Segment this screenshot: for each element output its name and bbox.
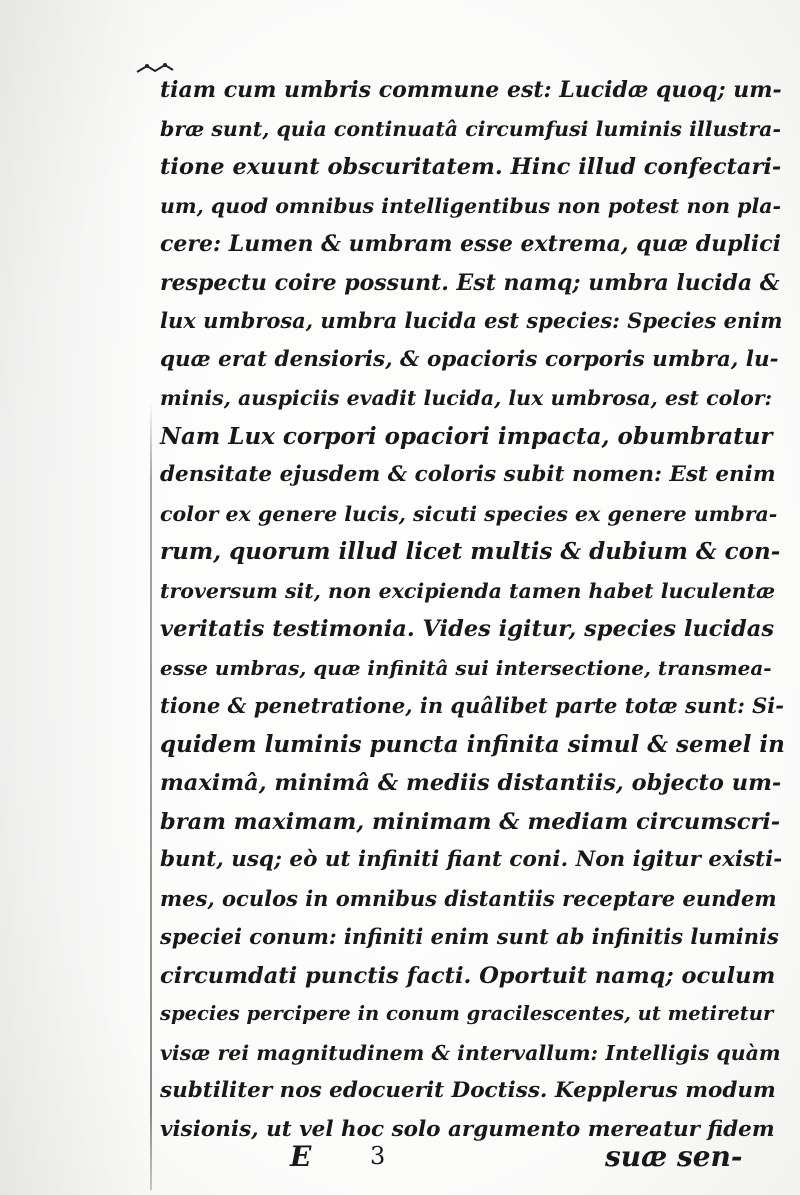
scan-gutter-shadow (0, 0, 150, 1195)
text-line: subtiliter nos edocuerit Doctiss. Kepplerus modum (160, 1078, 776, 1103)
text-line: respectu coire possunt. Est namq; umbra lucida & (160, 269, 780, 296)
text-line: cere: Lumen & umbram esse extrema, quæ duplici (160, 231, 782, 257)
catchword: suæ sen- (605, 1140, 743, 1173)
text-line: mes, oculos in omnibus distantiis receptare eundem (160, 885, 777, 911)
text-line: visionis, ut vel hoc solo argumento mereatur fidem (160, 1116, 775, 1142)
text-line: quæ erat densioris, & opacioris corporis umbra, lu- (160, 346, 779, 372)
text-line: esse umbras, quæ infinitâ sui intersectione, transmea- (160, 655, 772, 680)
signature-mark: E (290, 1140, 312, 1173)
text-line: tione & penetratione, in quâlibet parte totæ sunt: Si- (160, 693, 784, 718)
text-line: veritatis testimonia. Vides igitur, species lucidas (160, 616, 775, 642)
margin-rule (150, 400, 152, 1190)
text-line: quidem luminis puncta infinita simul & semel in (160, 730, 785, 758)
text-line: maximâ, minimâ & mediis distantiis, objecto um- (160, 770, 782, 796)
text-line: color ex genere lucis, sicuti species ex genere umbra- (160, 501, 778, 526)
text-line: lux umbrosa, umbra lucida est species: Species enim (160, 308, 783, 333)
text-line: bunt, usq; eò ut infiniti fiant coni. Non igitur existi- (160, 847, 783, 872)
text-line: densitate ejusdem & coloris subit nomen: Est enim (160, 462, 776, 487)
text-line: tione exuunt obscuritatem. Hinc illud confectari- (160, 154, 782, 180)
text-line: bræ sunt, quia continuatâ circumfusi luminis illustra- (160, 116, 781, 141)
text-line: speciei conum: infiniti enim sunt ab infinitis luminis (160, 924, 779, 949)
text-line: visæ rei magnitudinem & intervallum: Intelligis quàm (160, 1040, 781, 1065)
text-line: rum, quorum illud licet multis & dubium & con- (160, 538, 781, 565)
signature-number: 3 (370, 1142, 386, 1170)
text-line: circumdati punctis facti. Oportuit namq; oculum (160, 962, 776, 989)
text-line: tiam cum umbris commune est: Lucidæ quoq; um- (160, 77, 782, 103)
text-line: Nam Lux corpori opaciori impacta, obumbratur (160, 422, 773, 450)
text-line: troversum sit, non excipienda tamen habet luculentæ (160, 578, 776, 603)
text-line: bram maximam, minimam & mediam circumscri- (160, 808, 781, 835)
text-line: species percipere in conum gracilescentes, ut metiretur (160, 1002, 774, 1025)
text-line: um, quod omnibus intelligentibus non potest non pla- (160, 193, 782, 218)
text-line: minis, auspiciis evadit lucida, lux umbrosa, est color: (160, 386, 773, 410)
